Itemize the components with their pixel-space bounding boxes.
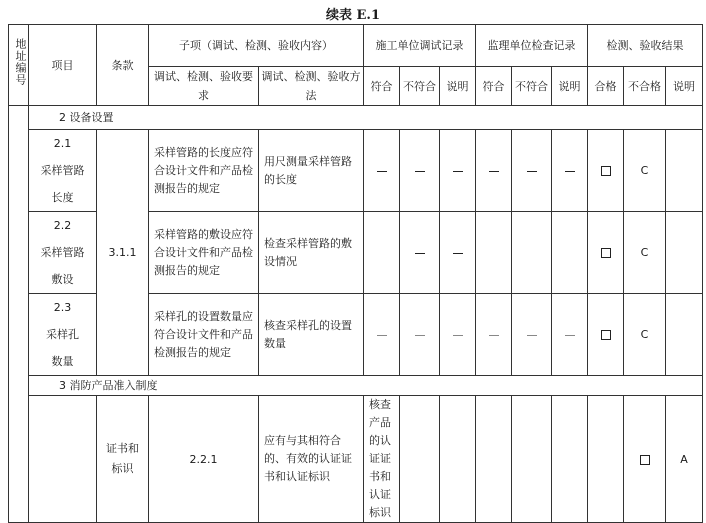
dash-mark	[489, 335, 499, 336]
header-result-note: 说明	[666, 67, 703, 106]
clause-cell: 3.1.1	[97, 130, 149, 376]
record-cell	[512, 294, 552, 376]
dash-mark	[527, 171, 537, 172]
header-construction: 施工单位调试记录	[364, 25, 476, 67]
dash-mark	[453, 335, 463, 336]
header-pass: 合格	[588, 67, 624, 106]
record-cell	[440, 212, 476, 294]
item-cell: 2.2 采样管路 敷设	[29, 212, 97, 294]
requirement-cell: 采样管路的敷设应符合设计文件和产品检测报告的规定	[149, 212, 259, 294]
pass-cell	[588, 294, 624, 376]
checkbox-icon[interactable]	[601, 166, 611, 176]
section-heading: 3 消防产品准入制度	[29, 376, 703, 396]
record-cell	[476, 212, 512, 294]
item-cell: 证书和 标识	[97, 396, 149, 523]
pass-cell	[588, 130, 624, 212]
table-title: 续表 E.1	[325, 8, 380, 23]
dash-mark	[565, 171, 575, 172]
section-heading: 2 设备设置	[29, 106, 703, 130]
record-cell	[476, 130, 512, 212]
result-note-cell	[666, 294, 703, 376]
method-cell: 检查采样管路的敷设情况	[259, 212, 364, 294]
result-note-cell	[666, 212, 703, 294]
item-cell: 2.1 采样管路 长度	[29, 130, 97, 212]
dash-mark	[377, 171, 387, 172]
grade-cell: C	[624, 130, 666, 212]
dash-mark	[415, 253, 425, 254]
header-requirement: 调试、检测、验收要求	[149, 67, 259, 106]
dash-mark	[453, 253, 463, 254]
record-cell	[400, 396, 440, 523]
record-cell	[512, 212, 552, 294]
item-cell: 2.3 采样孔 数量	[29, 294, 97, 376]
dash-mark	[377, 335, 387, 336]
checkbox-icon[interactable]	[601, 330, 611, 340]
record-cell	[476, 396, 512, 523]
header-address: 地址编号	[9, 25, 29, 106]
requirement-cell: 应有与其相符合的、有效的认证证书和认证标识	[259, 396, 364, 523]
pass-cell	[624, 396, 666, 523]
checkbox-icon[interactable]	[640, 455, 650, 465]
method-cell: 核查采样孔的设置数量	[259, 294, 364, 376]
header-sub-item: 子项（调试、检测、验收内容）	[149, 25, 364, 67]
header-supervision: 监理单位检查记录	[476, 25, 588, 67]
record-cell	[552, 130, 588, 212]
grade-cell: C	[624, 212, 666, 294]
dash-mark	[415, 335, 425, 336]
method-cell: 用尺测量采样管路的长度	[259, 130, 364, 212]
header-conform: 符合	[476, 67, 512, 106]
dash-mark	[489, 171, 499, 172]
record-cell	[440, 396, 476, 523]
header-nonconform: 不符合	[400, 67, 440, 106]
clause-cell: 2.2.1	[149, 396, 259, 523]
dash-mark	[415, 171, 425, 172]
header-note: 说明	[552, 67, 588, 106]
record-cell	[512, 130, 552, 212]
pass-cell	[588, 212, 624, 294]
record-cell	[400, 294, 440, 376]
record-cell	[440, 130, 476, 212]
record-cell	[512, 396, 552, 523]
header-note: 说明	[440, 67, 476, 106]
header-nonconform: 不符合	[512, 67, 552, 106]
address-cell	[29, 396, 97, 523]
record-cell	[400, 130, 440, 212]
header-conform: 符合	[364, 67, 400, 106]
grade-cell: C	[624, 294, 666, 376]
dash-mark	[565, 335, 575, 336]
grade-cell: A	[666, 396, 703, 523]
header-result: 检测、验收结果	[588, 25, 703, 67]
record-cell	[476, 294, 512, 376]
record-cell	[552, 396, 588, 523]
header-item: 项目	[29, 25, 97, 106]
checkbox-icon[interactable]	[601, 248, 611, 258]
record-cell	[400, 212, 440, 294]
dash-mark	[453, 171, 463, 172]
header-fail: 不合格	[624, 67, 666, 106]
header-method: 调试、检测、验收方法	[259, 67, 364, 106]
method-cell: 核查产品的认证证书和认证标识	[364, 396, 400, 523]
address-cell	[9, 106, 29, 523]
record-cell	[440, 294, 476, 376]
header-clause: 条款	[97, 25, 149, 106]
record-cell	[364, 294, 400, 376]
result-note-cell	[666, 130, 703, 212]
requirement-cell: 采样孔的设置数量应符合设计文件和产品检测报告的规定	[149, 294, 259, 376]
record-cell	[364, 130, 400, 212]
requirement-cell: 采样管路的长度应符合设计文件和产品检测报告的规定	[149, 130, 259, 212]
record-cell	[552, 212, 588, 294]
acceptance-table	[8, 24, 703, 523]
record-cell	[552, 294, 588, 376]
dash-mark	[527, 335, 537, 336]
record-cell	[588, 396, 624, 523]
record-cell	[364, 212, 400, 294]
